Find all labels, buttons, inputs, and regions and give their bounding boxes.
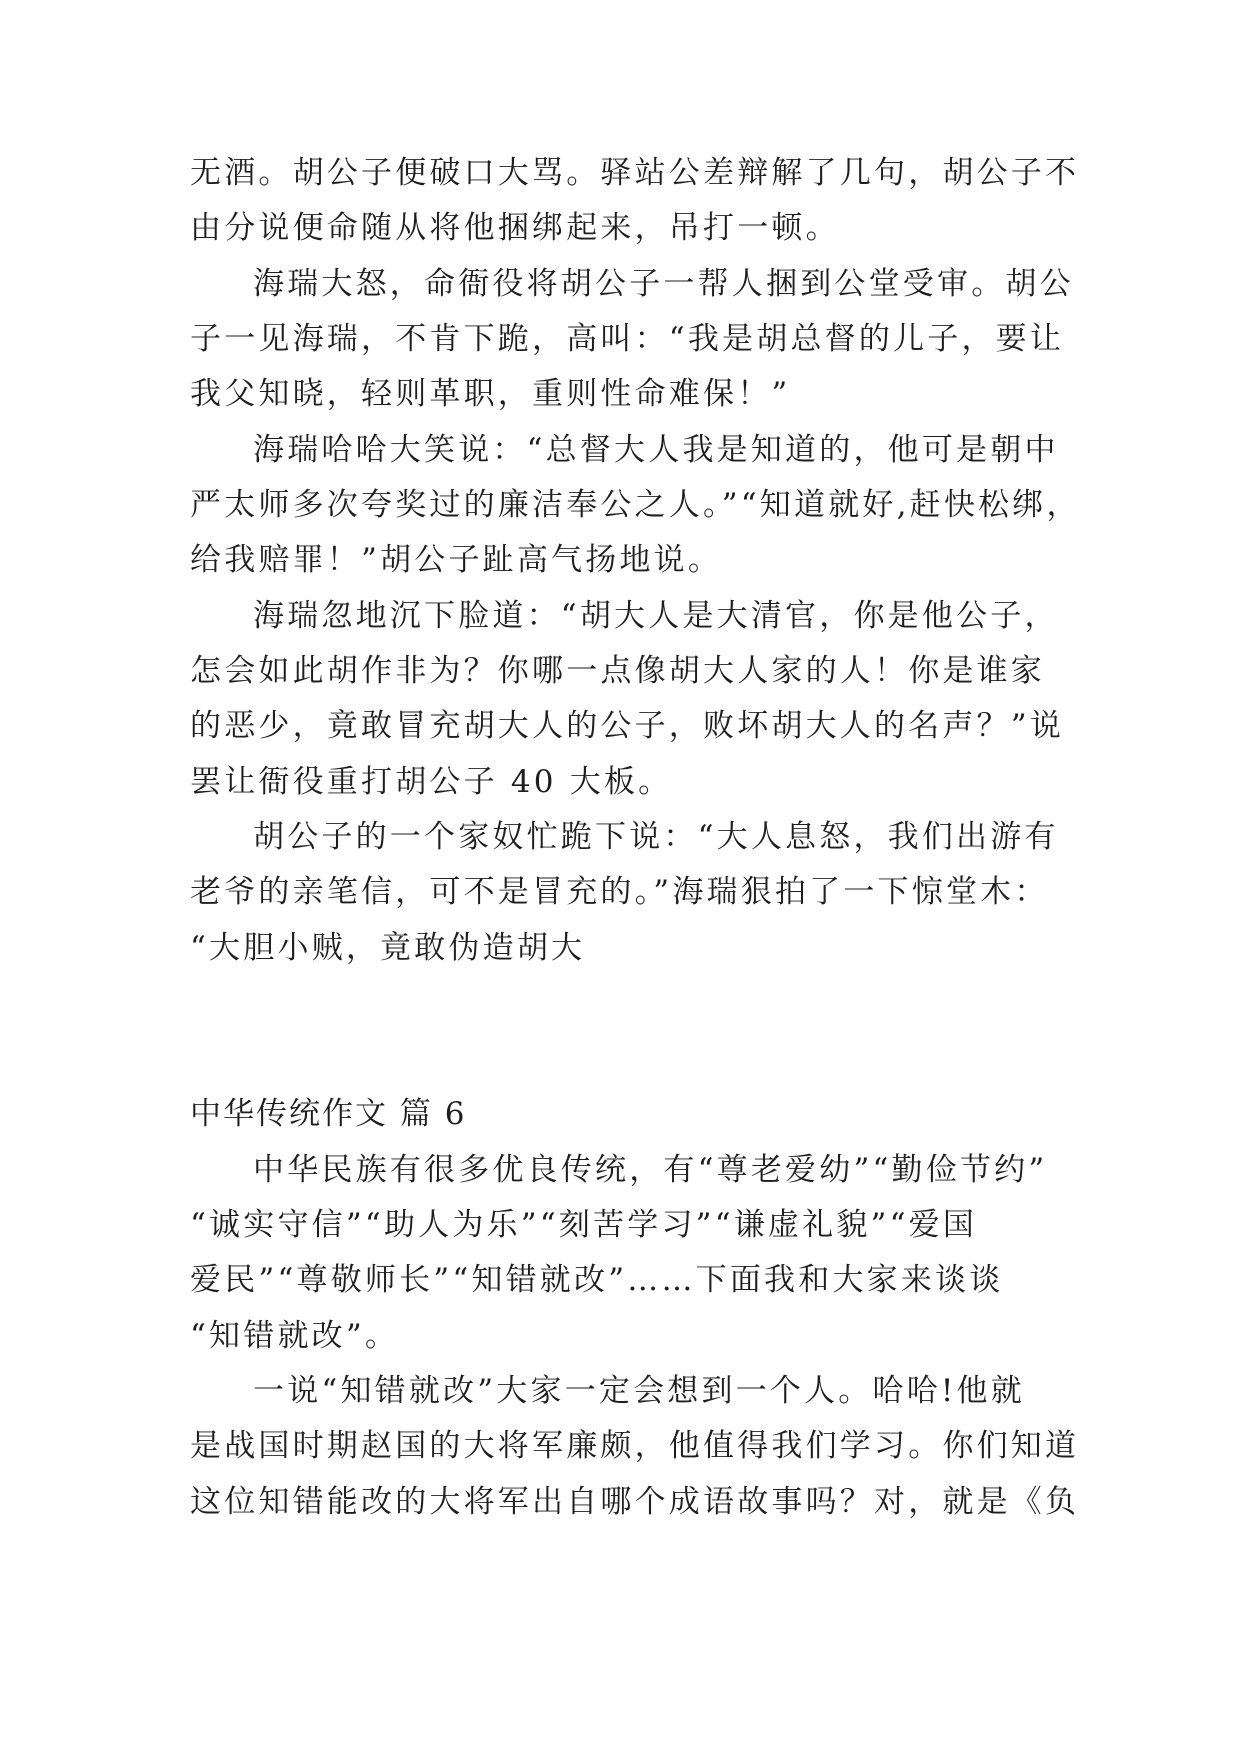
text-line: 爱民”“尊敬师长”“知错就改”……下面我和大家来谈谈 <box>190 1262 1004 1298</box>
paragraph-line: 胡公子的一个家奴忙跪下说：“大人息怒，我们出游有 <box>253 819 1059 855</box>
paragraph-line: 中华民族有很多优良传统，有“尊老爱幼”“勤俭节约” <box>253 1152 1048 1188</box>
section-heading: 中华传统作文 篇 6 <box>190 1096 467 1132</box>
text-line: 给我赔罪！”胡公子趾高气扬地说。 <box>190 542 723 578</box>
text-line: 罢让衙役重打胡公子 40 大板。 <box>190 764 673 800</box>
text-line: 这位知错能改的大将军出自哪个成语故事吗？对，就是《负 <box>190 1484 1080 1520</box>
text-line: 是战国时期赵国的大将军廉颇，他值得我们学习。你们知道 <box>190 1428 1080 1464</box>
text-line: “知错就改”。 <box>190 1318 400 1354</box>
text-line: 无酒。胡公子便破口大骂。驿站公差辩解了几句，胡公子不 <box>190 155 1080 191</box>
text-line: 老爷的亲笔信，可不是冒充的。”海瑞狠拍了一下惊堂木： <box>190 874 1049 910</box>
text-line: “诚实守信”“助人为乐”“刻苦学习”“谦虚礼貌”“爱国 <box>190 1207 978 1243</box>
paragraph-line: 海瑞忽地沉下脸道：“胡大人是大清官，你是他公子， <box>253 598 1059 634</box>
text-line: 子一见海瑞，不肯下跪，高叫：“我是胡总督的儿子，要让 <box>190 321 1065 357</box>
text-line: 怎会如此胡作非为？你哪一点像胡大人家的人！你是谁家 <box>190 653 1045 689</box>
paragraph-line: 海瑞哈哈大笑说：“总督大人我是知道的，他可是朝中 <box>253 432 1059 468</box>
text-line: 严太师多次夸奖过的廉洁奉公之人。”“知道就好,赶快松绑， <box>190 487 1081 523</box>
text-line: 的恶少，竟敢冒充胡大人的公子，败坏胡大人的名声？”说 <box>190 708 1065 744</box>
paragraph-line: 一说“知错就改”大家一定会想到一个人。哈哈!他就 <box>253 1373 1025 1409</box>
text-line: 由分说便命随从将他捆绑起来，吊打一顿。 <box>190 210 840 246</box>
text-line: “大胆小贼，竟敢伪造胡大 <box>190 930 586 966</box>
text-line: 我父知晓，轻则革职，重则性命难保！” <box>190 376 791 412</box>
paragraph-line: 海瑞大怒，命衙役将胡公子一帮人捆到公堂受审。胡公 <box>253 266 1074 302</box>
